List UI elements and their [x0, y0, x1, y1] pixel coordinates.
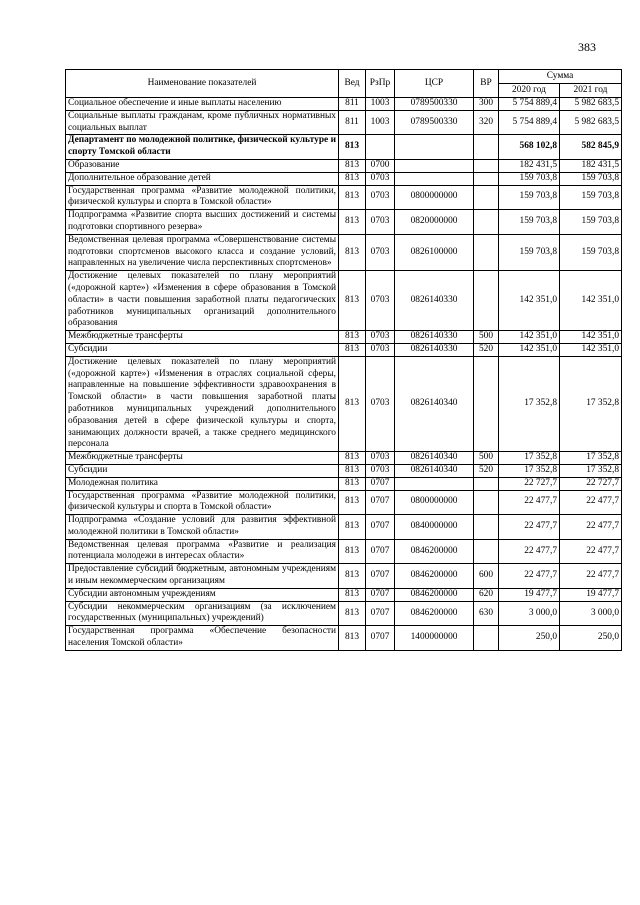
row-name: Субсидии некоммерческим организациям (за исключением государственных (муниципальных) учреждений) [66, 601, 339, 626]
table-row [66, 210, 622, 235]
row-ved: 813 [339, 356, 366, 451]
row-rzpr: 0707 [366, 477, 395, 490]
row-csr: 0826140330 [395, 343, 474, 356]
row-csr: 0789500330 [395, 110, 474, 135]
row-ved: 813 [339, 626, 366, 651]
table-row [66, 234, 622, 270]
row-rzpr: 0703 [366, 343, 395, 356]
row-vr: 320 [474, 110, 499, 135]
row-ved: 813 [339, 210, 366, 235]
table-row [66, 626, 622, 651]
row-vr [474, 234, 499, 270]
row-ved: 813 [339, 601, 366, 626]
row-rzpr: 0703 [366, 234, 395, 270]
row-rzpr: 0703 [366, 185, 395, 210]
row-vr [474, 159, 499, 172]
row-sum-2021: 159 703,8 [560, 210, 622, 235]
row-csr: 0789500330 [395, 98, 474, 111]
row-sum-2020: 142 351,0 [499, 271, 560, 331]
row-sum-2021: 17 352,8 [560, 452, 622, 465]
row-vr: 520 [474, 343, 499, 356]
row-sum-2021: 17 352,8 [560, 464, 622, 477]
row-vr: 520 [474, 464, 499, 477]
row-vr [474, 356, 499, 451]
row-vr [474, 515, 499, 540]
row-sum-2021: 142 351,0 [560, 331, 622, 344]
row-rzpr: 0703 [366, 464, 395, 477]
row-csr: 0800000000 [395, 185, 474, 210]
row-vr: 620 [474, 588, 499, 601]
row-name: Ведомственная целевая программа «Совершенствование системы подготовки спортсменов высокого класса и создание условий, направленных на увеличение числа перспективных спортсменов» [66, 234, 339, 270]
row-ved: 813 [339, 539, 366, 564]
row-csr [395, 172, 474, 185]
row-sum-2020: 22 477,7 [499, 490, 560, 515]
row-sum-2020: 22 477,7 [499, 539, 560, 564]
row-rzpr: 0707 [366, 564, 395, 589]
row-sum-2020: 5 754 889,4 [499, 110, 560, 135]
row-sum-2020: 3 000,0 [499, 601, 560, 626]
table-body [66, 98, 622, 651]
row-csr [395, 135, 474, 160]
row-sum-2020: 159 703,8 [499, 234, 560, 270]
row-ved: 813 [339, 490, 366, 515]
row-name: Достижение целевых показателей по плану мероприятий («дорожной карте») «Изменения в отраслях социальной сферы, направленные на повышение эффективности здравоохранения в Томской области» в части повышения заработной платы работников муниципальных учреждений дополнительного образования детей в сфере физической культуры и спорта, занимающих должности врачей, а также среднего медицинского персонала [66, 356, 339, 451]
row-rzpr: 0703 [366, 172, 395, 185]
row-ved: 811 [339, 110, 366, 135]
row-sum-2020: 22 477,7 [499, 515, 560, 540]
row-rzpr: 0703 [366, 452, 395, 465]
table-row [66, 271, 622, 331]
table-row [66, 159, 622, 172]
row-ved: 813 [339, 271, 366, 331]
row-sum-2021: 3 000,0 [560, 601, 622, 626]
table-row [66, 464, 622, 477]
row-ved: 813 [339, 515, 366, 540]
row-name: Предоставление субсидий бюджетным, автономным учреждениям и иным некоммерческим организациям [66, 564, 339, 589]
row-vr [474, 626, 499, 651]
row-vr [474, 477, 499, 490]
row-sum-2021: 159 703,8 [560, 172, 622, 185]
row-csr: 0826140330 [395, 271, 474, 331]
table-row [66, 477, 622, 490]
row-rzpr: 0703 [366, 210, 395, 235]
row-name: Социальное обеспечение и иные выплаты населению [66, 98, 339, 111]
table-row [66, 564, 622, 589]
row-csr: 0846200000 [395, 564, 474, 589]
row-sum-2020: 568 102,8 [499, 135, 560, 160]
row-sum-2020: 17 352,8 [499, 464, 560, 477]
row-csr [395, 159, 474, 172]
row-rzpr: 0703 [366, 331, 395, 344]
row-ved: 813 [339, 159, 366, 172]
row-name: Субсидии [66, 464, 339, 477]
row-name: Межбюджетные трансферты [66, 452, 339, 465]
table-row [66, 490, 622, 515]
header-csr: ЦСР [395, 70, 474, 98]
row-sum-2021: 5 982 683,5 [560, 110, 622, 135]
row-vr: 630 [474, 601, 499, 626]
row-name: Департамент по молодежной политике, физической культуре и спорту Томской области [66, 135, 339, 160]
table-row [66, 110, 622, 135]
row-csr: 0826140340 [395, 464, 474, 477]
header-sum: Сумма [499, 70, 622, 84]
table-row [66, 452, 622, 465]
row-csr [395, 477, 474, 490]
row-sum-2020: 159 703,8 [499, 210, 560, 235]
row-sum-2020: 17 352,8 [499, 452, 560, 465]
row-csr: 0826100000 [395, 234, 474, 270]
row-rzpr: 0707 [366, 601, 395, 626]
row-rzpr: 0700 [366, 159, 395, 172]
row-sum-2021: 19 477,7 [560, 588, 622, 601]
row-sum-2021: 142 351,0 [560, 343, 622, 356]
row-csr: 0826140330 [395, 331, 474, 344]
row-rzpr: 0707 [366, 539, 395, 564]
row-rzpr: 0707 [366, 626, 395, 651]
row-vr [474, 185, 499, 210]
table-row [66, 601, 622, 626]
row-sum-2021: 159 703,8 [560, 234, 622, 270]
table-row [66, 588, 622, 601]
row-ved: 813 [339, 588, 366, 601]
row-csr: 0800000000 [395, 490, 474, 515]
budget-table [65, 69, 622, 651]
header-ved: Вед [339, 70, 366, 98]
header-rzpr: РзПр [366, 70, 395, 98]
row-ved: 813 [339, 172, 366, 185]
row-sum-2020: 159 703,8 [499, 172, 560, 185]
row-ved: 813 [339, 564, 366, 589]
row-rzpr: 0707 [366, 588, 395, 601]
row-name: Государственная программа «Развитие молодежной политики, физической культуры и спорта в Томской области» [66, 490, 339, 515]
row-vr: 500 [474, 452, 499, 465]
row-csr: 0846200000 [395, 601, 474, 626]
row-rzpr: 1003 [366, 110, 395, 135]
row-rzpr: 0707 [366, 515, 395, 540]
row-name: Подпрограмма «Создание условий для развития эффективной молодежной политики в Томской области» [66, 515, 339, 540]
row-sum-2020: 22 727,7 [499, 477, 560, 490]
row-sum-2020: 159 703,8 [499, 185, 560, 210]
row-sum-2021: 142 351,0 [560, 271, 622, 331]
table-row [66, 539, 622, 564]
row-sum-2021: 5 982 683,5 [560, 98, 622, 111]
row-sum-2021: 250,0 [560, 626, 622, 651]
row-vr [474, 210, 499, 235]
row-rzpr [366, 135, 395, 160]
table-row [66, 515, 622, 540]
row-name: Дополнительное образование детей [66, 172, 339, 185]
table-row [66, 135, 622, 160]
table-row [66, 98, 622, 111]
row-csr: 0826140340 [395, 452, 474, 465]
row-csr: 0840000000 [395, 515, 474, 540]
row-csr: 0820000000 [395, 210, 474, 235]
row-ved: 813 [339, 464, 366, 477]
row-vr: 600 [474, 564, 499, 589]
row-sum-2020: 142 351,0 [499, 331, 560, 344]
row-name: Образование [66, 159, 339, 172]
row-sum-2020: 22 477,7 [499, 564, 560, 589]
header-vr: ВР [474, 70, 499, 98]
table-row [66, 185, 622, 210]
row-vr [474, 135, 499, 160]
row-rzpr: 0703 [366, 271, 395, 331]
row-sum-2021: 22 477,7 [560, 515, 622, 540]
row-sum-2020: 17 352,8 [499, 356, 560, 451]
row-vr [474, 490, 499, 515]
row-name: Межбюджетные трансферты [66, 331, 339, 344]
header-name: Наименование показателей [66, 70, 339, 98]
table-row [66, 331, 622, 344]
row-name: Социальные выплаты гражданам, кроме публичных нормативных социальных выплат [66, 110, 339, 135]
row-ved: 813 [339, 234, 366, 270]
row-sum-2020: 182 431,5 [499, 159, 560, 172]
row-csr: 1400000000 [395, 626, 474, 651]
row-sum-2020: 5 754 889,4 [499, 98, 560, 111]
row-ved: 813 [339, 185, 366, 210]
page-number: 383 [578, 40, 596, 54]
row-ved: 813 [339, 135, 366, 160]
row-csr: 0826140340 [395, 356, 474, 451]
row-sum-2020: 142 351,0 [499, 343, 560, 356]
row-sum-2021: 22 477,7 [560, 564, 622, 589]
row-rzpr: 0703 [366, 356, 395, 451]
table-row [66, 356, 622, 451]
row-rzpr: 1003 [366, 98, 395, 111]
header-year-2020: 2020 год [499, 84, 560, 98]
row-ved: 811 [339, 98, 366, 111]
row-sum-2021: 22 727,7 [560, 477, 622, 490]
row-name: Молодежная политика [66, 477, 339, 490]
row-vr [474, 172, 499, 185]
row-rzpr: 0707 [366, 490, 395, 515]
row-sum-2020: 250,0 [499, 626, 560, 651]
row-name: Ведомственная целевая программа «Развитие и реализация потенциала молодежи в интересах области» [66, 539, 339, 564]
row-ved: 813 [339, 343, 366, 356]
header-year-2021: 2021 год [560, 84, 622, 98]
row-ved: 813 [339, 477, 366, 490]
row-name: Субсидии автономным учреждениям [66, 588, 339, 601]
row-name: Государственная программа «Развитие молодежной политики, физической культуры и спорта в Томской области» [66, 185, 339, 210]
row-vr [474, 539, 499, 564]
row-vr: 300 [474, 98, 499, 111]
row-ved: 813 [339, 331, 366, 344]
row-sum-2021: 17 352,8 [560, 356, 622, 451]
table-row [66, 172, 622, 185]
row-name: Субсидии [66, 343, 339, 356]
table-row [66, 343, 622, 356]
row-sum-2021: 22 477,7 [560, 539, 622, 564]
row-sum-2021: 182 431,5 [560, 159, 622, 172]
row-name: Достижение целевых показателей по плану мероприятий («дорожной карте») «Изменения в сфере образования в Томской области» в части повышения заработной платы педагогических работников муниципальных организаций дополнительного образования [66, 271, 339, 331]
row-csr: 0846200000 [395, 539, 474, 564]
row-name: Государственная программа «Обеспечение безопасности населения Томской области» [66, 626, 339, 651]
row-sum-2020: 19 477,7 [499, 588, 560, 601]
row-sum-2021: 22 477,7 [560, 490, 622, 515]
row-ved: 813 [339, 452, 366, 465]
row-csr: 0846200000 [395, 588, 474, 601]
row-vr: 500 [474, 331, 499, 344]
row-sum-2021: 159 703,8 [560, 185, 622, 210]
row-name: Подпрограмма «Развитие спорта высших достижений и системы подготовки спортивного резерва» [66, 210, 339, 235]
row-sum-2021: 582 845,9 [560, 135, 622, 160]
row-vr [474, 271, 499, 331]
